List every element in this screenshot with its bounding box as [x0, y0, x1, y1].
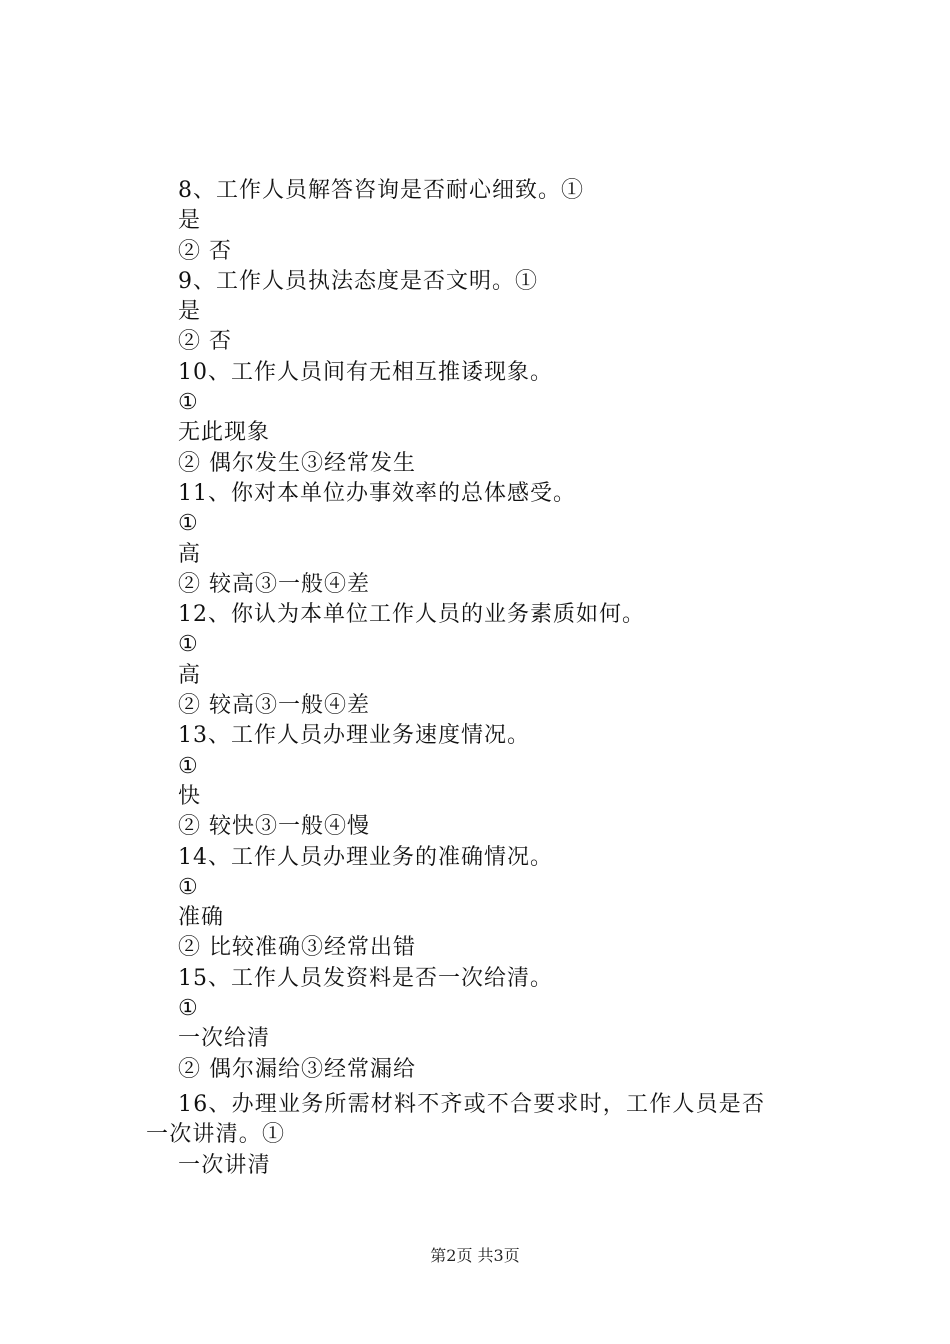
question-16 — [146, 1090, 836, 1181]
question-16-option: 一次讲清 — [178, 1152, 271, 1178]
option-line: ② 比较准确③经常出错 — [178, 935, 416, 961]
option-line: ① — [178, 511, 199, 537]
option-line: 无此现象 — [178, 420, 271, 446]
option-line: ② 较高③一般④差 — [178, 571, 370, 597]
option-line: ② 偶尔漏给③经常漏给 — [178, 1056, 416, 1082]
option-line: 高 — [178, 541, 202, 567]
question-16-line-2: 一次讲清。① — [146, 1122, 286, 1148]
option-line: 高 — [178, 662, 202, 688]
option-line: 准确 — [178, 905, 225, 931]
question-10: 10、工作人员间有无相互推诿现象。 — [178, 359, 553, 385]
option-line: ① — [178, 874, 199, 900]
question-14: 14、工作人员办理业务的准确情况。 — [178, 844, 553, 870]
question-13: 13、工作人员办理业务速度情况。 — [178, 723, 530, 749]
option-line: ② 否 — [178, 329, 232, 355]
option-line: ① — [178, 996, 199, 1022]
option-line: ② 否 — [178, 238, 232, 264]
option-line: 是 — [178, 299, 202, 325]
question-12: 12、你认为本单位工作人员的业务素质如何。 — [178, 602, 645, 628]
option-line: 是 — [178, 208, 202, 234]
question-16-line-1: 16、办理业务所需材料不齐或不合要求时，工作人员是否 — [178, 1092, 766, 1117]
question-list — [178, 176, 838, 1085]
option-line: 一次给清 — [178, 1026, 271, 1052]
option-line: ① — [178, 632, 199, 658]
question-11: 11、你对本单位办事效率的总体感受。 — [178, 480, 576, 506]
option-line: ① — [178, 390, 199, 416]
option-line: ② 偶尔发生③经常发生 — [178, 450, 416, 476]
option-line: 快 — [178, 783, 202, 809]
option-line: ② 较高③一般④差 — [178, 693, 370, 719]
question-8: 8、工作人员解答咨询是否耐心细致。① — [178, 178, 584, 203]
question-9: 9、工作人员执法态度是否文明。① — [178, 268, 538, 294]
page-footer: 第2页 共3页 — [430, 1246, 520, 1265]
question-15: 15、工作人员发资料是否一次给清。 — [178, 965, 553, 991]
option-line: ② 较快③一般④慢 — [178, 814, 370, 840]
option-line: ① — [178, 753, 199, 779]
